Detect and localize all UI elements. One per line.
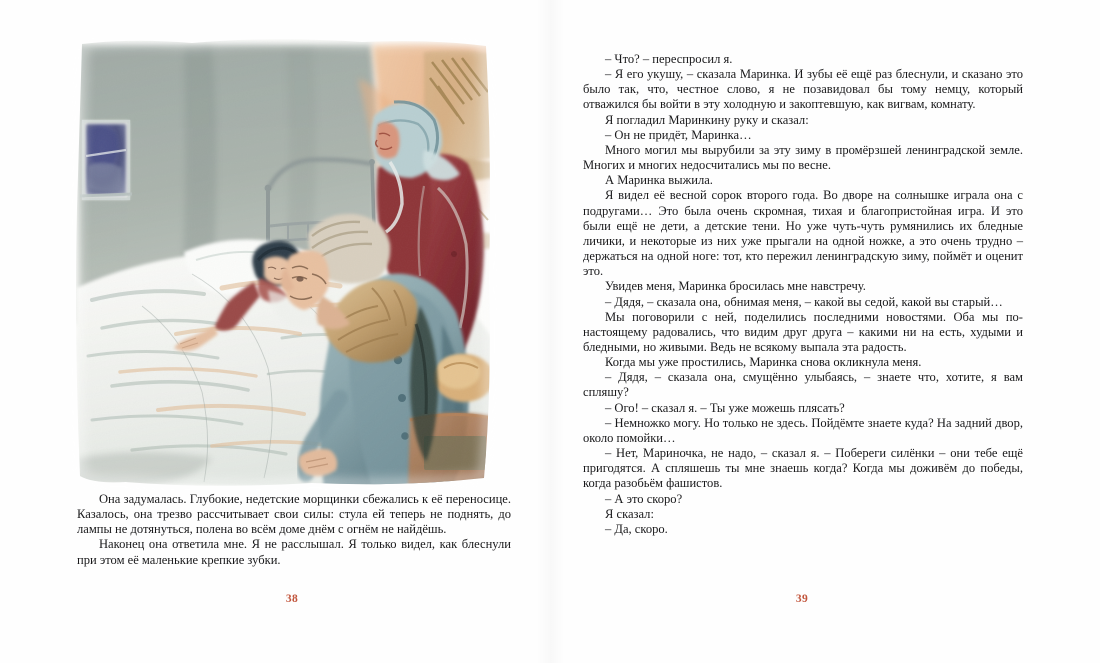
page-number-right: 39 — [795, 593, 809, 605]
paragraph: Наконец она ответила мне. Я не расслышал. Я только видел, как блеснули при этом её маленькие крепкие зубки. — [77, 537, 511, 567]
paper-texture — [72, 38, 497, 490]
paragraph: – А это скоро? — [605, 491, 683, 506]
paragraph: – Что? – переспросил я. — [605, 52, 733, 66]
paragraph: – Немножко могу. Но только не здесь. Пойдёмте знаете куда? На задний двор, около помойки… — [583, 415, 1023, 445]
page-number-left: 38 — [285, 593, 299, 605]
illustration-scene — [72, 38, 497, 490]
paragraph: Я погладил Маринкину руку и сказал: — [605, 112, 809, 127]
paragraph: Я сказал: — [605, 506, 654, 521]
paragraph: А Маринка выжила. — [605, 173, 713, 188]
paragraph: – Дядя, – сказала она, смущённо улыбаясь, – знаете что, хотите, я вам спляшу? — [583, 370, 1023, 400]
paragraph: – Я его укушу, – сказала Маринка. И зубы её ещё раз блеснули, и сказано это было так, что, честное слово, я не позавидовал бы тому немцу, который отважился бы войти в эту холодную и закоптевшую, как вигвам, комнату. — [583, 67, 1023, 112]
paragraph: – Нет, Мариночка, не надо, – сказал я. – Побереги силёнки – они тебе ещё пригодятся. А спляшешь ты мне знаешь когда? Когда мы доживём до победы, когда разобьём фашистов. — [583, 446, 1023, 491]
paragraph: Я видел её весной сорок второго года. Во дворе на солнышке играла она с подругами… Это была очень скромная, тихая и благопристойная игра. И это были ещё не дети, а детские тени. Но уже чуть-чуть румянились их бледные личики, и некоторые из них уже прыгали на одной ножке, а это очень трудно – держаться на одной ноге: тот, кто пережил ленинградскую зиму, поймёт и оценит это. — [583, 188, 1023, 279]
paragraph: – Дядя, – сказала она, обнимая меня, – какой вы седой, какой вы старый… — [605, 294, 1003, 309]
paragraph: Увидев меня, Маринка бросилась мне навстречу. — [605, 279, 866, 294]
paragraph: Много могил мы вырубили за эту зиму в промёрзшей ленинградской земле. Многих и многих недосчитались мы по весне. — [583, 142, 1023, 173]
paragraph: Когда мы уже простились, Маринка снова окликнула меня. — [605, 355, 922, 370]
paragraph: – Он не придёт, Маринка… — [605, 127, 752, 142]
illustration-artwork — [72, 38, 497, 490]
paragraph: – Ого! – сказал я. – Ты уже можешь плясать? — [605, 400, 845, 415]
left-page-text — [77, 492, 511, 568]
right-page-text — [583, 52, 1023, 537]
paragraph: Она задумалась. Глубокие, недетские морщинки сбежались к её переносице. Казалось, она трезво рассчитывает свои силы: стула ей теперь не поднять, до лампы не дотянуться, полена во всём доме днём с огнём не найдёшь. — [77, 492, 511, 537]
paragraph: – Да, скоро. — [605, 521, 668, 536]
illustration — [72, 38, 497, 490]
paragraph: Мы поговорили с ней, поделились последними новостями. Оба мы по-настоящему радовались, что видим друг друга – какими ни на есть, худыми и бледными, но живыми. Ведь не всякому выпала эта радость. — [583, 309, 1023, 354]
